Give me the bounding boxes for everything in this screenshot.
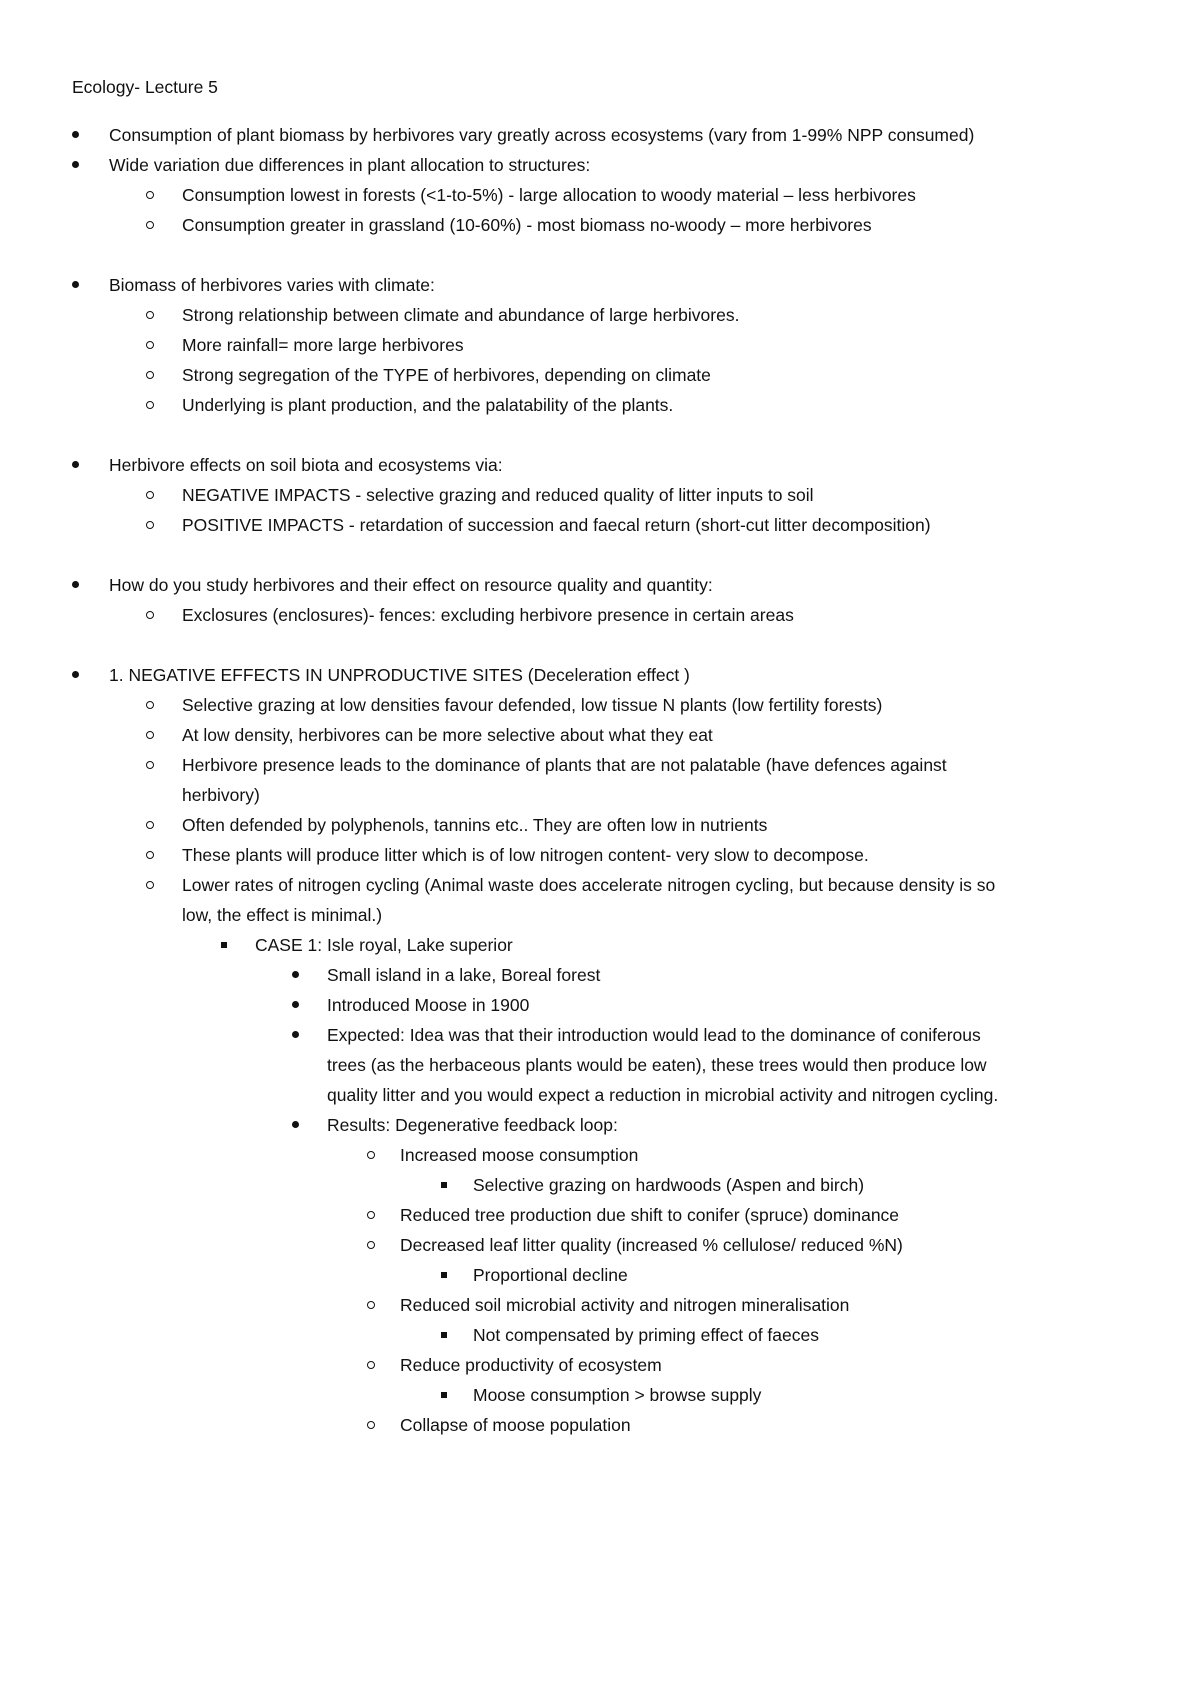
circle-bullet-icon	[146, 881, 154, 889]
list-item-text: low, the effect is minimal.)	[182, 905, 383, 925]
circle-bullet-icon	[146, 341, 154, 349]
circle-bullet-icon	[146, 371, 154, 379]
list-item-text: 1. NEGATIVE EFFECTS IN UNPRODUCTIVE SITES (Deceleration effect )	[109, 665, 690, 685]
dot-bullet-icon	[72, 461, 79, 468]
list-item-text: Not compensated by priming effect of faeces	[473, 1325, 819, 1345]
list-item-text: How do you study herbivores and their effect on resource quality and quantity:	[109, 575, 713, 595]
list-item-text: Consumption lowest in forests (<1-to-5%) - large allocation to woody material – less herbivores	[182, 185, 916, 205]
list-item-text: Reduced soil microbial activity and nitrogen mineralisation	[400, 1295, 850, 1315]
list-item-text: Strong segregation of the TYPE of herbivores, depending on climate	[182, 365, 711, 385]
list-item-text: Reduce productivity of ecosystem	[400, 1355, 662, 1375]
circle-bullet-icon	[146, 521, 154, 529]
list-item-text: trees (as the herbaceous plants would be eaten), these trees would then produce low	[327, 1055, 987, 1075]
list-item-text: Expected: Idea was that their introduction would lead to the dominance of coniferous	[327, 1025, 981, 1045]
list-item-text: quality litter and you would expect a reduction in microbial activity and nitrogen cycling.	[327, 1085, 999, 1105]
circle-bullet-icon	[146, 191, 154, 199]
list-item-text: POSITIVE IMPACTS - retardation of succession and faecal return (short-cut litter decomposition)	[182, 515, 931, 535]
dot-bullet-icon	[292, 1001, 299, 1008]
document-title: Ecology- Lecture 5	[72, 77, 218, 97]
list-item-text: herbivory)	[182, 785, 260, 805]
square-bullet-icon	[441, 1332, 447, 1338]
list-item-text: Collapse of moose population	[400, 1415, 631, 1435]
dot-bullet-icon	[72, 671, 79, 678]
list-item-text: Moose consumption > browse supply	[473, 1385, 762, 1405]
circle-bullet-icon	[367, 1301, 375, 1309]
list-item-text: Biomass of herbivores varies with climate:	[109, 275, 435, 295]
circle-bullet-icon	[367, 1421, 375, 1429]
circle-bullet-icon	[367, 1241, 375, 1249]
circle-bullet-icon	[146, 311, 154, 319]
list-item-text: Herbivore effects on soil biota and ecosystems via:	[109, 455, 503, 475]
circle-bullet-icon	[146, 491, 154, 499]
circle-bullet-icon	[146, 851, 154, 859]
list-item-text: Exclosures (enclosures)- fences: excluding herbivore presence in certain areas	[182, 605, 794, 625]
circle-bullet-icon	[367, 1151, 375, 1159]
dot-bullet-icon	[292, 1121, 299, 1128]
list-item-text: NEGATIVE IMPACTS - selective grazing and reduced quality of litter inputs to soil	[182, 485, 814, 505]
square-bullet-icon	[441, 1272, 447, 1278]
list-item-text: Decreased leaf litter quality (increased % cellulose/ reduced %N)	[400, 1235, 903, 1255]
circle-bullet-icon	[367, 1211, 375, 1219]
list-item-text: Consumption greater in grassland (10-60%) - most biomass no-woody – more herbivores	[182, 215, 872, 235]
dot-bullet-icon	[72, 131, 79, 138]
dot-bullet-icon	[292, 1031, 299, 1038]
list-item-text: Increased moose consumption	[400, 1145, 639, 1165]
list-item-text: Reduced tree production due shift to conifer (spruce) dominance	[400, 1205, 900, 1225]
list-item-text: CASE 1: Isle royal, Lake superior	[255, 935, 513, 955]
dot-bullet-icon	[72, 161, 79, 168]
list-item-text: Proportional decline	[473, 1265, 628, 1285]
circle-bullet-icon	[146, 221, 154, 229]
list-item-text: Strong relationship between climate and abundance of large herbivores.	[182, 305, 740, 325]
list-item-text: At low density, herbivores can be more selective about what they eat	[182, 725, 713, 745]
list-item-text: Underlying is plant production, and the palatability of the plants.	[182, 395, 674, 415]
list-item-text: These plants will produce litter which is of low nitrogen content- very slow to decompose.	[182, 845, 869, 865]
circle-bullet-icon	[146, 731, 154, 739]
list-item-text: Small island in a lake, Boreal forest	[327, 965, 601, 985]
square-bullet-icon	[441, 1182, 447, 1188]
square-bullet-icon	[441, 1392, 447, 1398]
dot-bullet-icon	[72, 581, 79, 588]
circle-bullet-icon	[146, 821, 154, 829]
list-item-text: Often defended by polyphenols, tannins etc.. They are often low in nutrients	[182, 815, 768, 835]
circle-bullet-icon	[146, 611, 154, 619]
list-item-text: Consumption of plant biomass by herbivores vary greatly across ecosystems (vary from 1-99% NPP consumed)	[109, 125, 975, 145]
circle-bullet-icon	[146, 701, 154, 709]
dot-bullet-icon	[72, 281, 79, 288]
list-item-text: Selective grazing on hardwoods (Aspen and birch)	[473, 1175, 865, 1195]
list-item-text: Herbivore presence leads to the dominance of plants that are not palatable (have defences against	[182, 755, 947, 775]
list-item-text: Lower rates of nitrogen cycling (Animal waste does accelerate nitrogen cycling, but because density is so	[182, 875, 996, 895]
list-item-text: Selective grazing at low densities favour defended, low tissue N plants (low fertility forests)	[182, 695, 883, 715]
list-item-text: More rainfall= more large herbivores	[182, 335, 464, 355]
list-item-text: Results: Degenerative feedback loop:	[327, 1115, 618, 1135]
circle-bullet-icon	[367, 1361, 375, 1369]
circle-bullet-icon	[146, 401, 154, 409]
dot-bullet-icon	[292, 971, 299, 978]
square-bullet-icon	[221, 942, 227, 948]
circle-bullet-icon	[146, 761, 154, 769]
list-item-text: Wide variation due differences in plant allocation to structures:	[109, 155, 591, 175]
list-item-text: Introduced Moose in 1900	[327, 995, 530, 1015]
